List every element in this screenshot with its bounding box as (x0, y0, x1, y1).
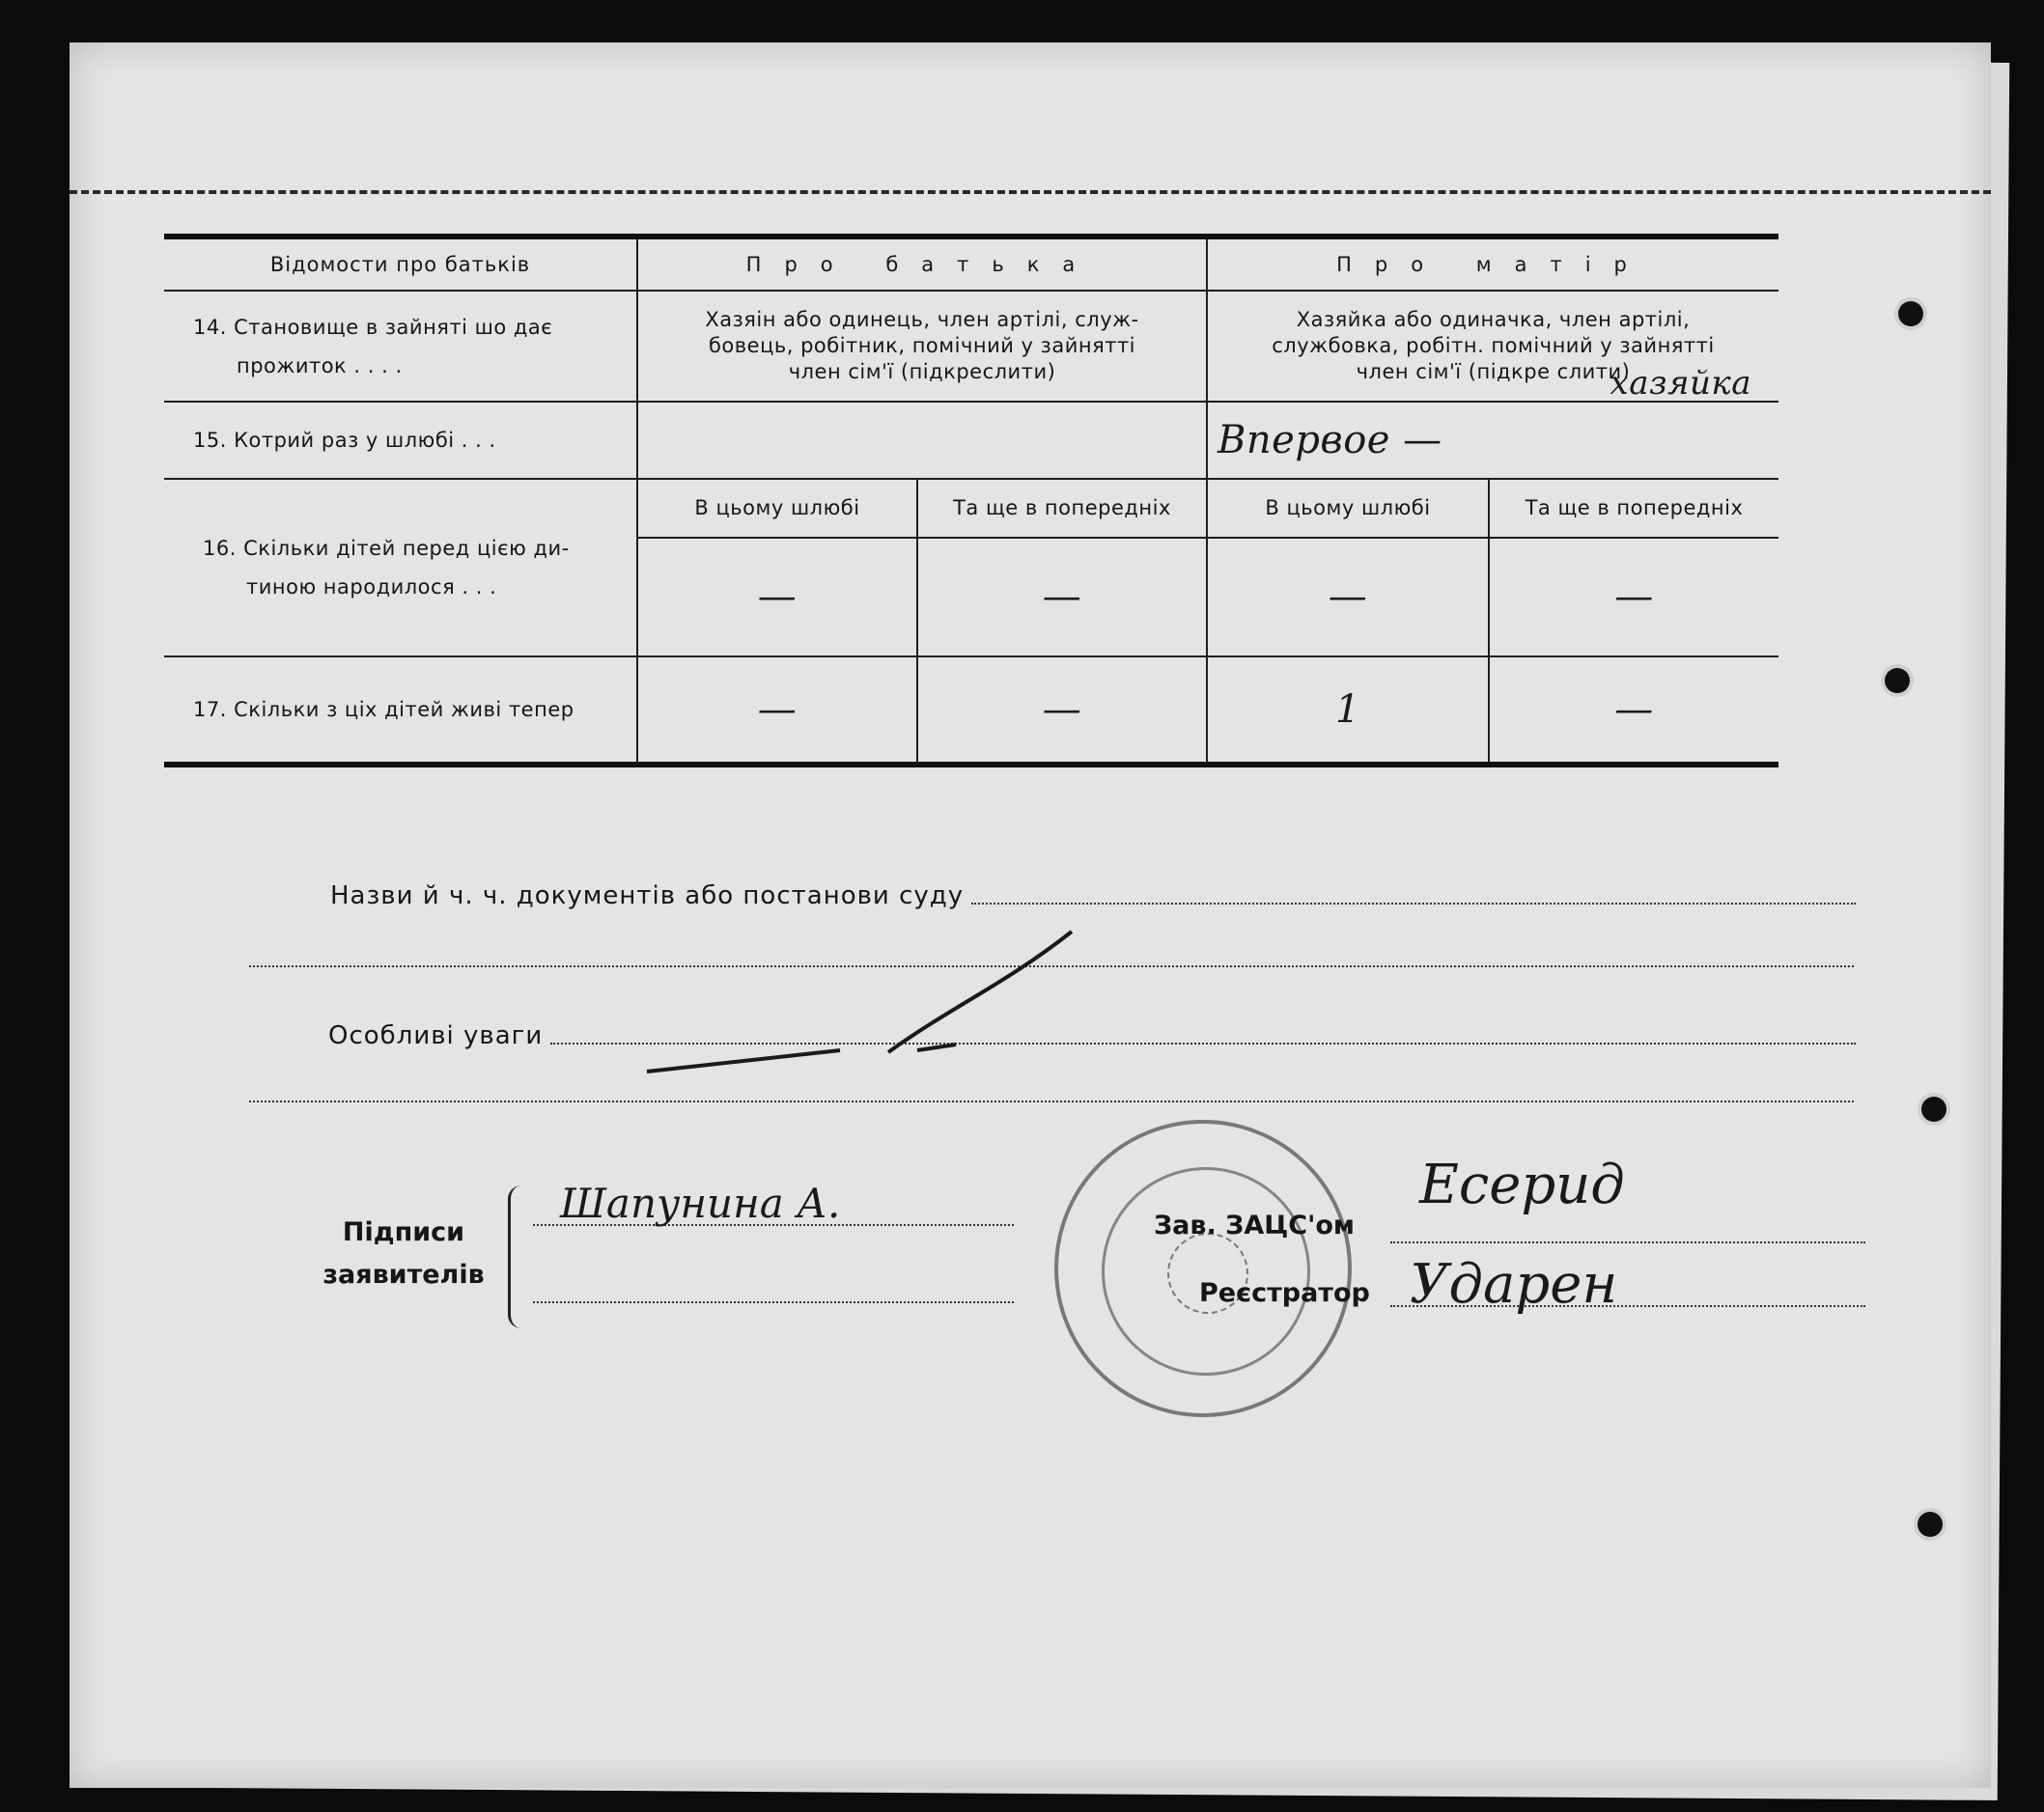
documents-label: Назви й ч. ч. документів або постанови суду (330, 881, 965, 910)
q15-father-value (637, 402, 1207, 479)
q14-mother-handwriting: хазяйка (1610, 364, 1751, 403)
q14-mother-line2: службовка, робітн. помічний у зайнятті (1272, 334, 1715, 357)
applicants-label-line2: заявителів (322, 1260, 485, 1290)
q15-number: 15. (193, 429, 227, 452)
q15-label (164, 402, 637, 479)
subheader-father-prev: Та ще в попередніх (917, 479, 1207, 538)
q17-number: 17. (193, 698, 227, 721)
head-signature-line (1390, 1241, 1865, 1243)
q14-label-line2: прожиток . . . . (237, 353, 403, 377)
q14-number: 14. (193, 315, 227, 339)
q15-mother-handwriting: Впервое — (1218, 418, 1442, 462)
registrar-signature: Ударен (1410, 1253, 1618, 1316)
applicant-2-line (533, 1301, 1014, 1303)
applicants-brace (508, 1185, 530, 1328)
q17-mother-this: 1 (1207, 656, 1489, 765)
q16-father-this: — (637, 538, 917, 656)
remarks-label: Особливі уваги (328, 1021, 544, 1050)
q14-mother-options (1207, 291, 1778, 402)
punch-hole (1918, 1512, 1943, 1537)
q14-mother-line3: член сім'ї (підкре слити) (1356, 360, 1631, 383)
table-row-q17 (164, 656, 1778, 765)
q14-father-line1: Хазяін або одинець, член артілі, служ- (705, 308, 1139, 331)
q16-label-line2: тиною народилося . . . (246, 575, 497, 599)
applicants-label-line1: Підписи (342, 1217, 465, 1247)
q17-label (164, 656, 637, 765)
table-row-q14 (164, 291, 1778, 402)
applicants-signatures-label (307, 1212, 500, 1296)
q14-father-line2: бовець, робітник, помічний у зайнятті (708, 334, 1136, 357)
registrar-label: Реєстратор (1199, 1278, 1370, 1308)
q15-mother-value (1207, 402, 1778, 479)
header-info: Відомости про батьків (164, 237, 637, 291)
q16-number: 16. (203, 537, 237, 560)
head-of-registry-label: Зав. ЗАЦС'ом (1154, 1211, 1355, 1241)
subheader-father-this: В цьому шлюбі (637, 479, 917, 538)
q16-mother-prev: — (1489, 538, 1778, 656)
q15-label-text: Котрий раз у шлюбі . . . (234, 429, 496, 452)
q16-label (164, 479, 637, 656)
q16-father-prev: — (917, 538, 1207, 656)
remarks-second-line (249, 1101, 1854, 1102)
q17-mother-prev: — (1489, 656, 1778, 765)
header-father: Про батька (637, 237, 1207, 291)
q17-father-this: — (637, 656, 917, 765)
parents-info-table (164, 234, 1778, 767)
subheader-mother-this: В цьому шлюбі (1207, 479, 1489, 538)
punch-hole (1921, 1097, 1946, 1122)
documents-input-line (971, 903, 1856, 905)
punch-hole (1898, 301, 1923, 326)
head-signature: Есерид (1419, 1154, 1625, 1216)
q14-mother-line1: Хазяйка або одиначка, член артілі, (1296, 308, 1691, 331)
q17-label-text: Скільки з ціх дітей живі тепер (234, 698, 574, 721)
subheader-mother-prev: Та ще в попередніх (1489, 479, 1778, 538)
header-mother: Про матір (1207, 237, 1778, 291)
table-row-q15 (164, 402, 1778, 479)
q14-father-line3: член сім'ї (підкреслити) (788, 360, 1056, 383)
q14-label-line1: Становище в зайняті шо дає (234, 315, 553, 339)
q17-father-prev: — (917, 656, 1207, 765)
table-header-row (164, 237, 1778, 291)
table-subheader-row (164, 479, 1778, 538)
q14-label (164, 291, 637, 402)
q16-mother-this: — (1207, 538, 1489, 656)
documents-field (330, 881, 1856, 910)
q14-father-options (637, 291, 1207, 402)
official-stamp (1054, 1120, 1352, 1417)
applicant-1-signature: Шапунина А. (560, 1180, 841, 1227)
stamp-inner-ring (1102, 1167, 1310, 1376)
q16-label-line1: Скільки дітей перед цією ди- (243, 537, 570, 560)
remarks-cross-out-mark (637, 927, 1101, 1081)
punch-hole (1885, 668, 1910, 693)
cut-line (70, 190, 1991, 194)
